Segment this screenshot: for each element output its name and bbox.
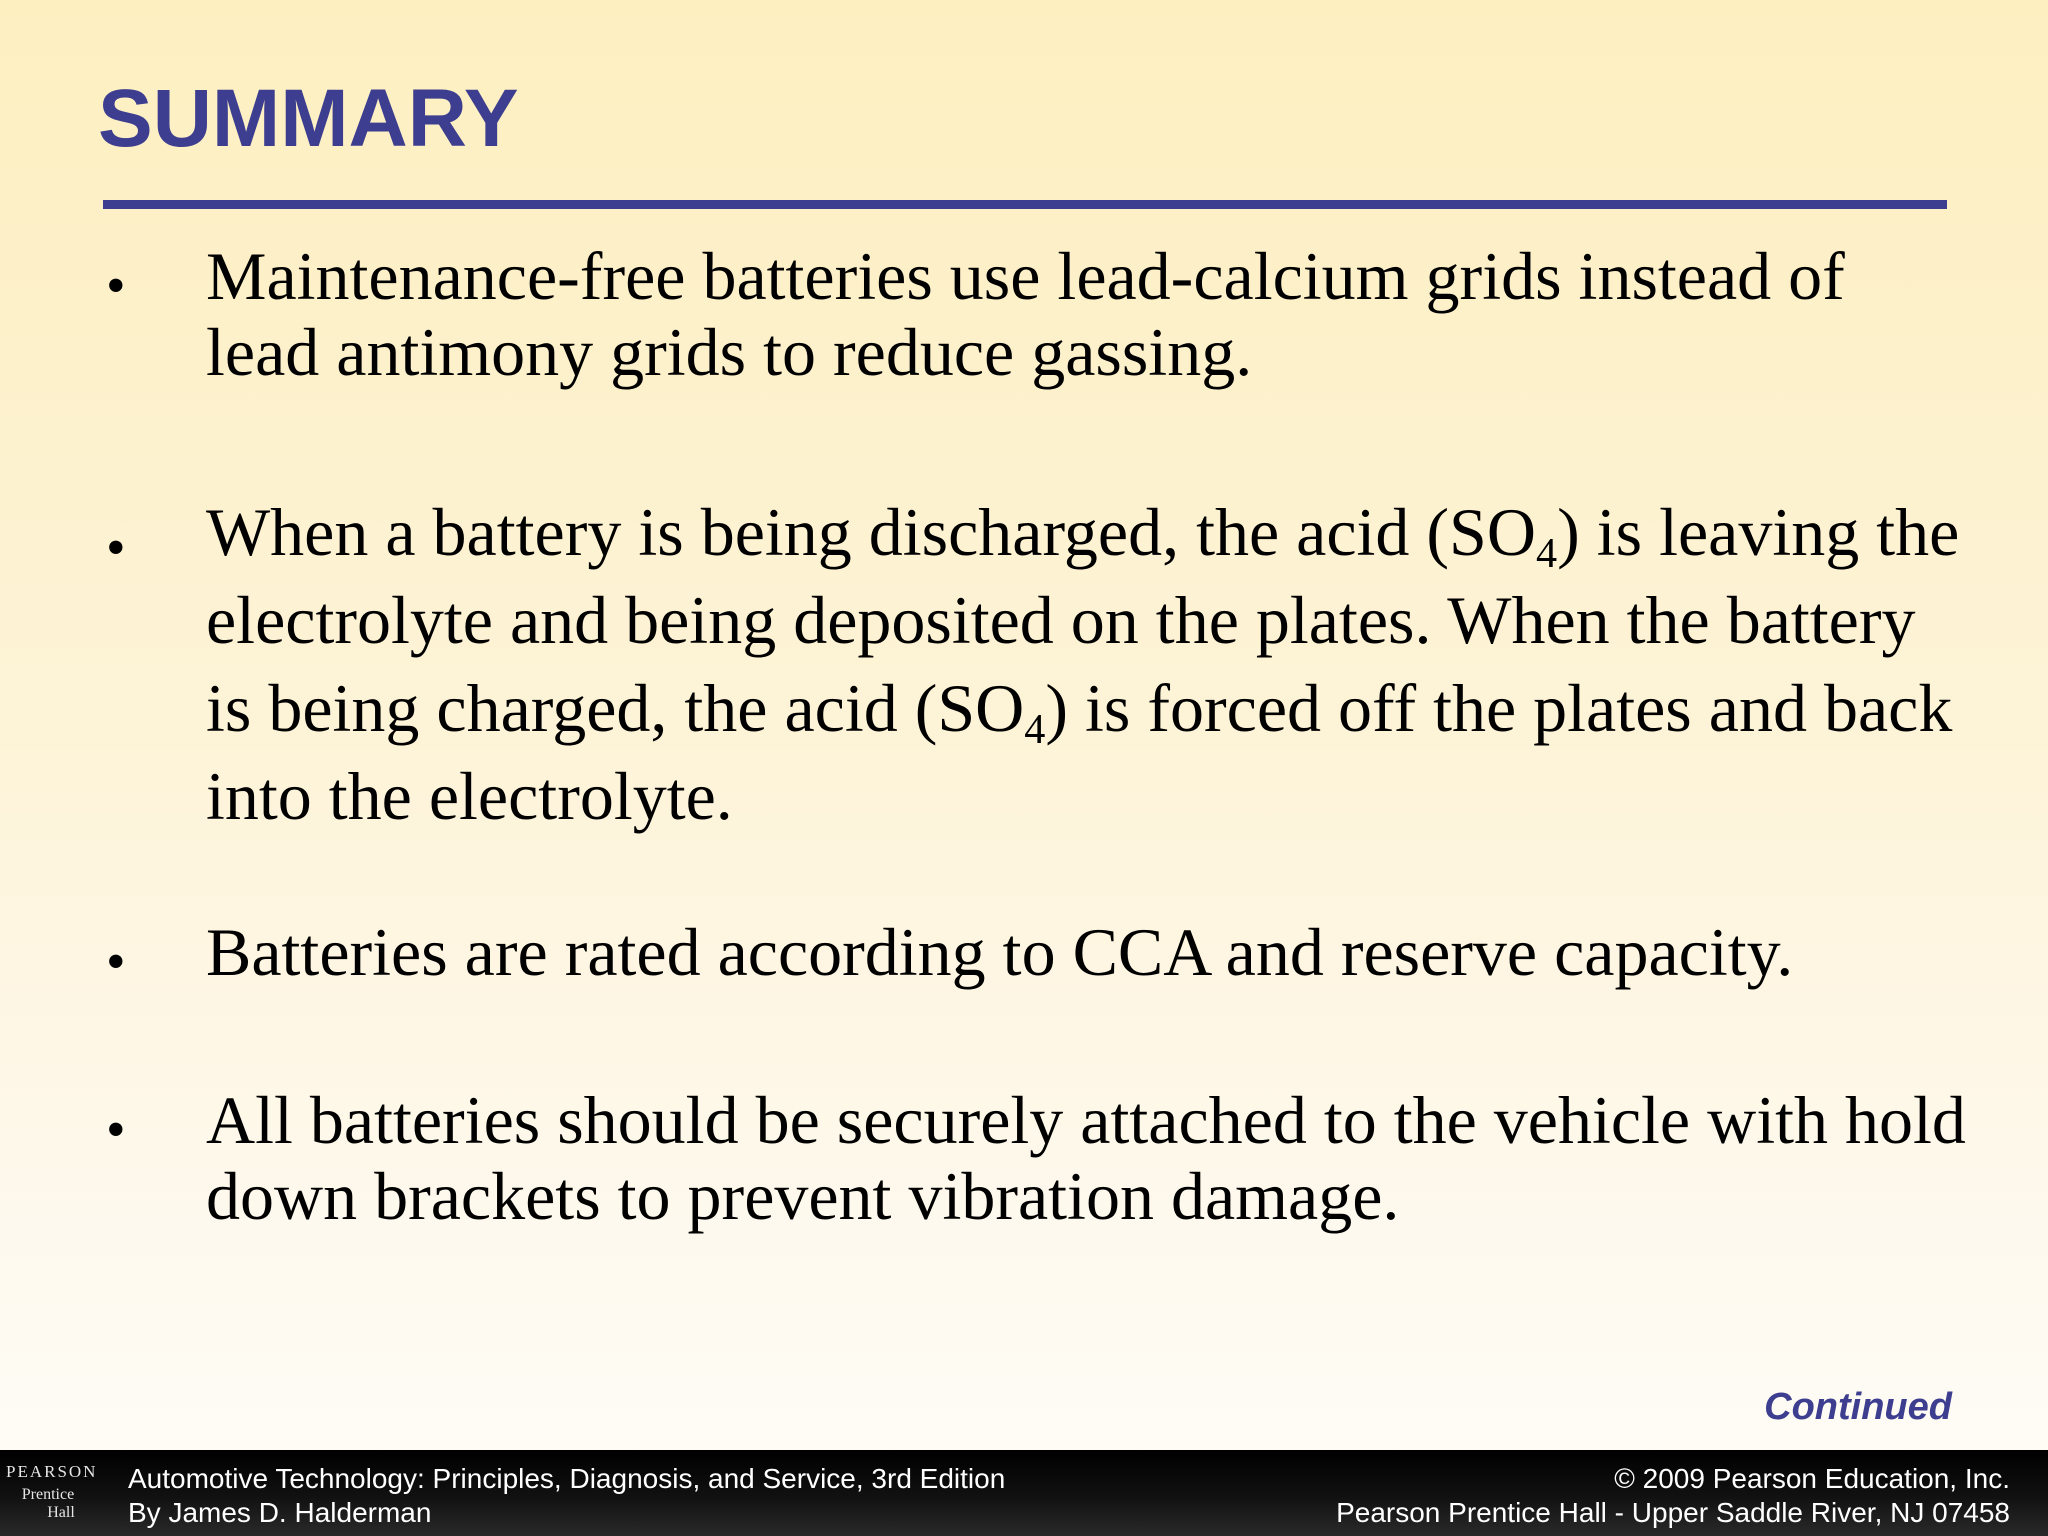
slide-title: SUMMARY xyxy=(98,73,519,164)
title-divider xyxy=(103,200,1947,209)
footer-copyright-line: © 2009 Pearson Education, Inc. xyxy=(1614,1463,2010,1494)
logo-imprint xyxy=(12,1486,84,1522)
bullet-item xyxy=(106,238,1966,390)
bullet-text: Batteries are rated according to CCA and reserve capacity. xyxy=(206,914,1794,990)
logo-brand: PEARSON xyxy=(6,1462,98,1481)
footer-author: By James D. Halderman xyxy=(128,1497,432,1528)
logo-imprint-line: Hall xyxy=(47,1504,75,1521)
bullet-text: Maintenance-free batteries use lead-calcium grids instead of lead antimony grids to reduce gassing. xyxy=(206,238,1845,390)
logo-imprint-line: Prentice xyxy=(21,1486,75,1503)
subscript: 4 xyxy=(1024,705,1046,753)
bullet-marker: • xyxy=(106,1099,126,1161)
bullet-item xyxy=(106,488,1966,840)
bullet-marker: • xyxy=(106,931,126,993)
bullet-marker: • xyxy=(106,517,126,579)
bullet-text-part: ) is leaving the electrolyte and being deposited on the plates. When the battery is being charged, the acid (SO xyxy=(206,494,1960,746)
footer-publisher: Pearson Prentice Hall - Upper Saddle River, NJ 07458 xyxy=(1336,1497,2010,1528)
subscript: 4 xyxy=(1535,529,1558,577)
bullet-marker: • xyxy=(106,255,126,317)
footer-copyright xyxy=(1336,1462,2010,1530)
bullet-text xyxy=(206,494,1959,834)
bullet-text-part: ) is forced off the plates and back into the electrolyte. xyxy=(206,670,1953,834)
slide-footer xyxy=(0,1450,2048,1536)
continued-label: Continued xyxy=(1764,1386,1952,1428)
footer-book-title: Automotive Technology: Principles, Diagnosis, and Service, 3rd Edition xyxy=(128,1463,1006,1494)
bullet-text: All batteries should be securely attached to the vehicle with hold down brackets to prevent vibration damage. xyxy=(206,1082,1966,1234)
pearson-logo xyxy=(0,1458,100,1532)
bullet-text-part: When a battery is being discharged, the acid (SO xyxy=(206,494,1536,570)
bullet-item xyxy=(106,1082,1966,1234)
footer-book-info xyxy=(128,1462,1005,1530)
bullet-item xyxy=(106,914,1966,993)
